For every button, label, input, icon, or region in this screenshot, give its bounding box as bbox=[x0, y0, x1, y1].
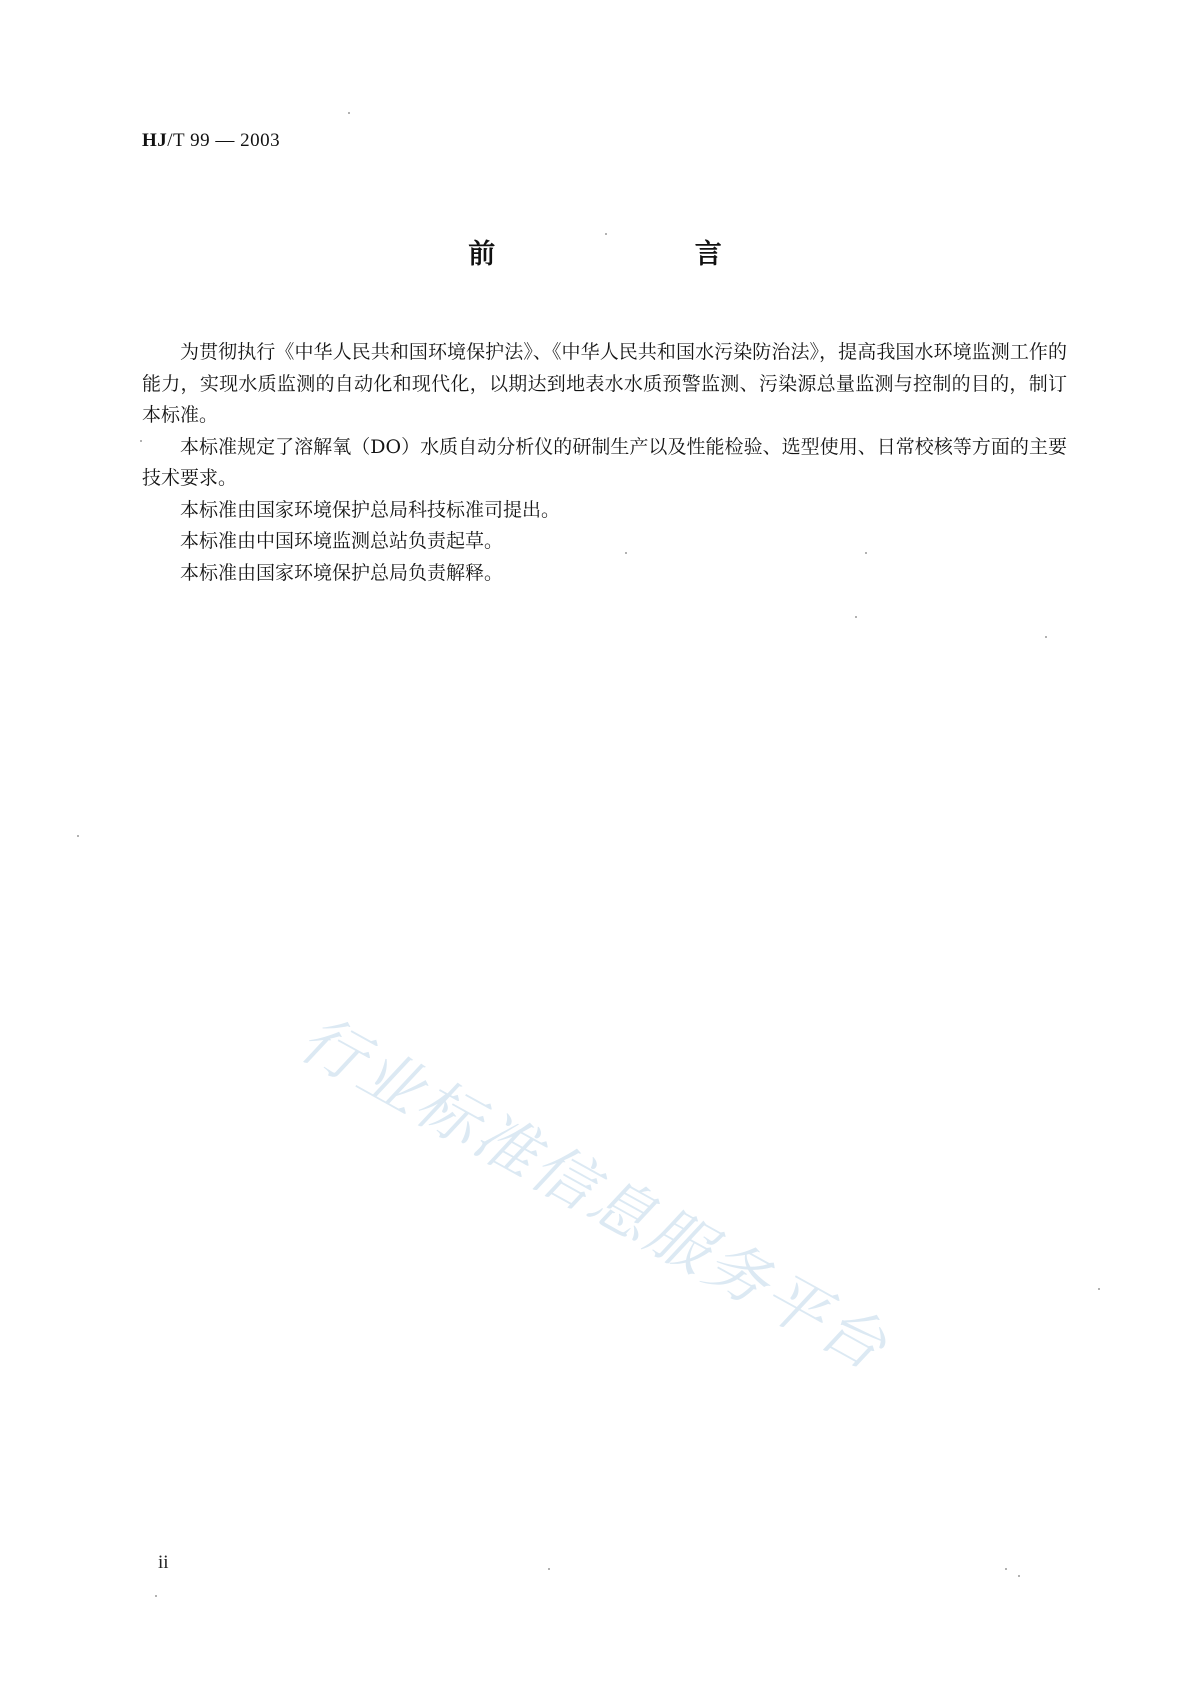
scan-speck bbox=[1098, 1288, 1100, 1290]
paragraph-interpreter: 本标准由国家环境保护总局负责解释。 bbox=[180, 561, 504, 584]
scan-speck bbox=[865, 552, 867, 554]
scan-speck bbox=[1018, 1575, 1020, 1577]
watermark: 行业标准信息服务平台 bbox=[288, 1001, 901, 1386]
scan-speck bbox=[548, 1568, 550, 1570]
standard-code-number: /T 99 — 2003 bbox=[167, 130, 281, 151]
scan-speck bbox=[1005, 1568, 1007, 1570]
scan-speck bbox=[605, 233, 607, 235]
foreword-body bbox=[142, 337, 1067, 589]
page-title: 前 言 bbox=[468, 239, 817, 270]
scan-speck bbox=[140, 440, 142, 442]
paragraph-purpose: 为贯彻执行《中华人民共和国环境保护法》、《中华人民共和国水污染防治法》，提高我国水环境监测工作的能力，实现水质监测的自动化和现代化，以期达到地表水水质预警监测、污染源总量监测与控制的目的，制订本标准。 bbox=[142, 341, 1067, 426]
scan-speck bbox=[155, 1595, 157, 1597]
paragraph-proposer: 本标准由国家环境保护总局科技标准司提出。 bbox=[180, 498, 561, 521]
paragraph-scope: 本标准规定了溶解氧（DO）水质自动分析仪的研制生产以及性能检验、选型使用、日常校核等方面的主要技术要求。 bbox=[142, 435, 1067, 489]
scan-speck bbox=[1045, 636, 1047, 638]
scan-speck bbox=[625, 552, 627, 554]
paragraph-drafter: 本标准由中国环境监测总站负责起草。 bbox=[180, 530, 504, 552]
scan-speck bbox=[855, 616, 857, 618]
page-number: ii bbox=[158, 1552, 169, 1573]
scan-speck bbox=[348, 112, 350, 114]
scan-speck bbox=[77, 835, 79, 837]
standard-code bbox=[142, 130, 280, 152]
standard-code-prefix: HJ bbox=[142, 130, 168, 151]
